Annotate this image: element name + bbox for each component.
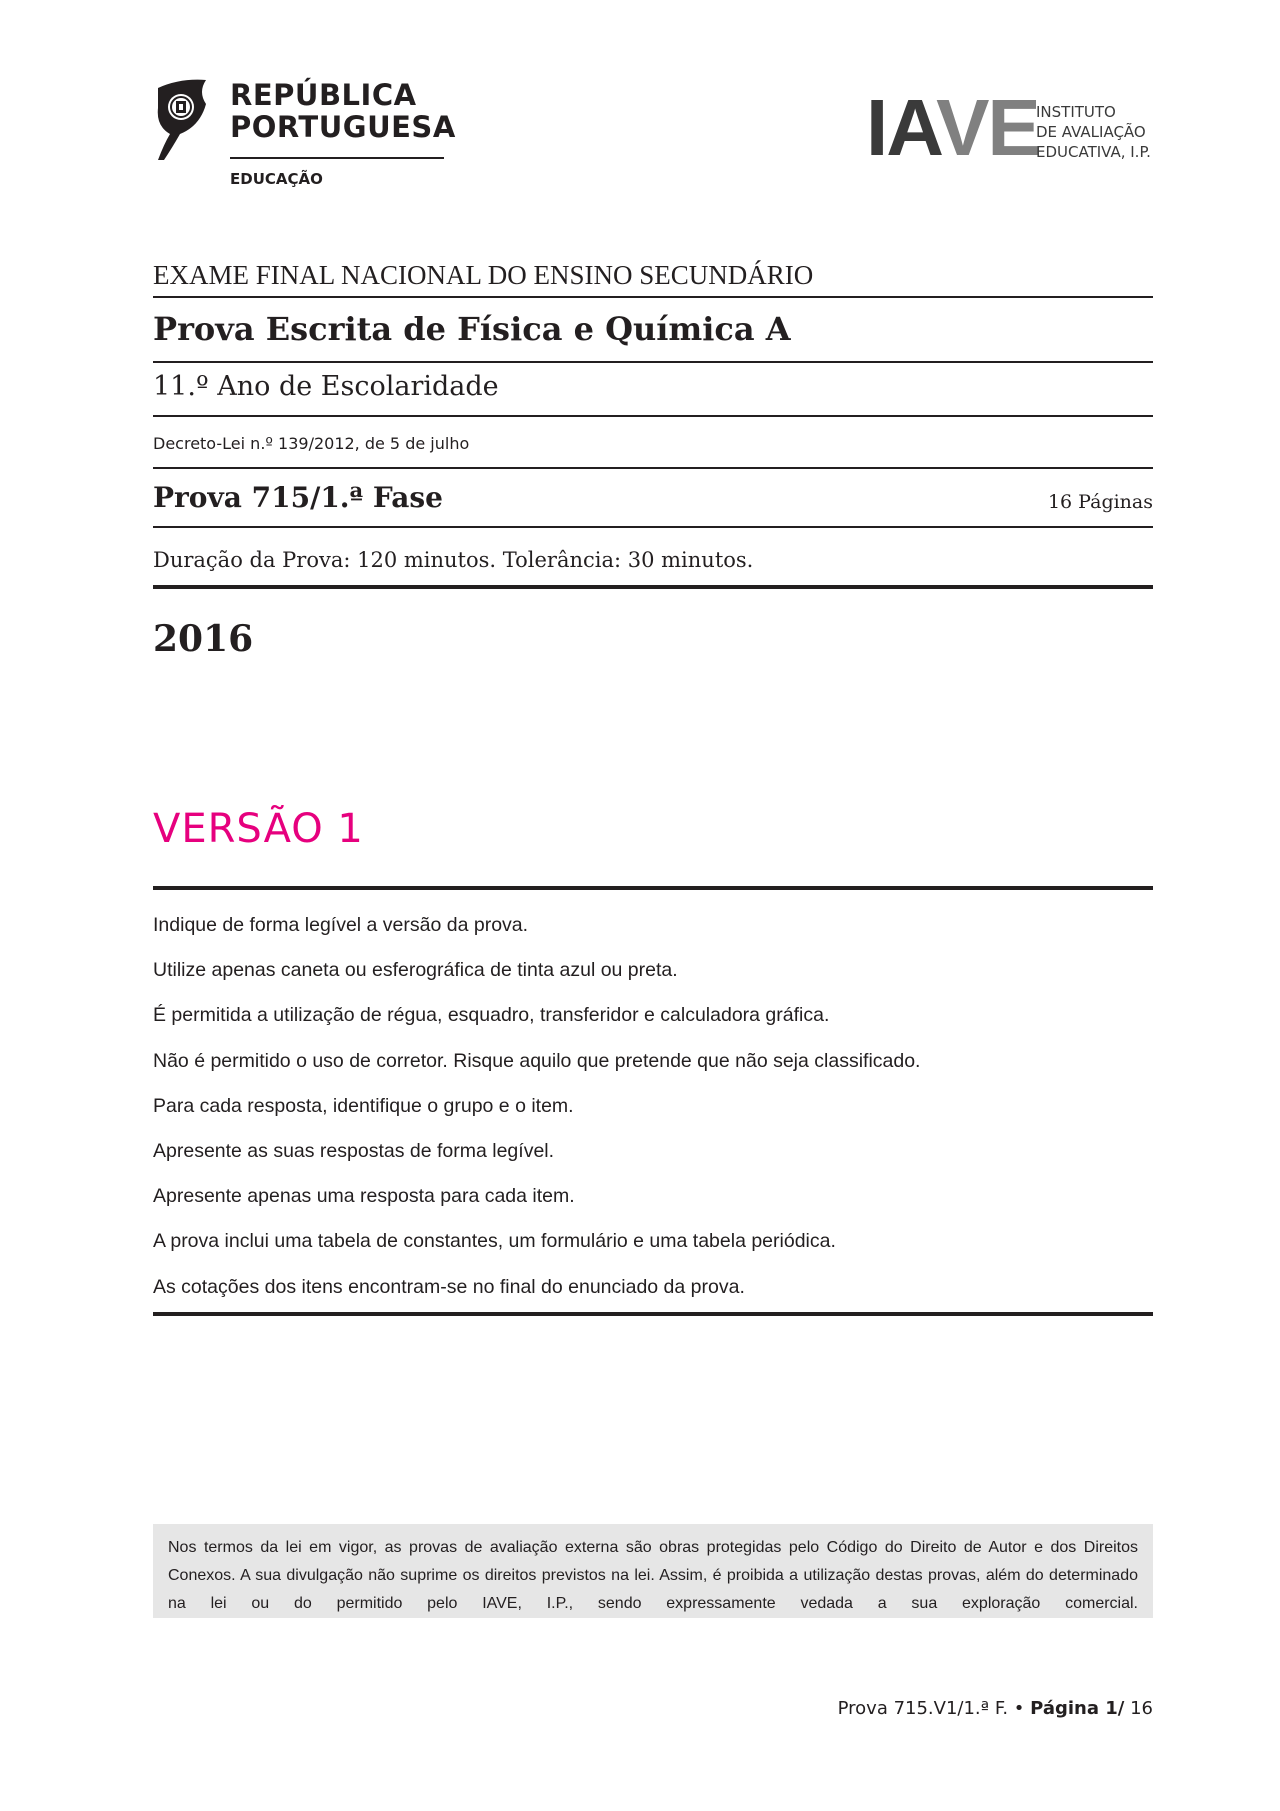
instruction-item: Apresente apenas uma resposta para cada item. [153,1185,575,1208]
divider [153,526,1153,528]
exam-version: VERSÃO 1 [153,806,364,852]
instruction-item: Utilize apenas caneta ou esferográfica de tinta azul ou preta. [153,959,678,982]
footer-page-total: 16 [1124,1698,1153,1719]
divider [153,415,1153,417]
logo-text-republica: REPÚBLICA [230,78,417,112]
divider [153,467,1153,469]
instruction-item: Não é permitido o uso de corretor. Risque aquilo que pretende que não seja classificado. [153,1049,921,1072]
republica-portuguesa-logo [150,78,456,198]
exam-code: Prova 715/1.ª Fase [153,481,443,514]
exam-kind: EXAME FINAL NACIONAL DO ENSINO SECUNDÁRIO [153,260,814,290]
divider-thick [153,1312,1153,1316]
footer-exam-ref: Prova 715.V1/1.ª F. • [837,1698,1031,1719]
logo-text-educacao: EDUCAÇÃO [230,170,323,188]
iave-letters-dark: IA [866,83,937,172]
iave-institute-name [1036,102,1151,162]
divider-thick [153,585,1153,589]
instruction-item: A prova inclui uma tabela de constantes, um formulário e uma tabela periódica. [153,1230,836,1253]
iave-wordmark [866,83,1039,172]
instruction-item: Indique de forma legível a versão da prova. [153,914,529,936]
instruction-item: Para cada resposta, identifique o grupo e o item. [153,1094,574,1117]
exam-title: Prova Escrita de Física e Química A [153,310,791,348]
logo-text-portuguesa: PORTUGUESA [230,110,456,144]
page-footer [838,1698,1153,1719]
divider [153,296,1153,298]
coat-of-arms-icon [150,78,212,162]
exam-year-level: 11.º Ano de Escolaridade [153,371,499,402]
exam-page-count: 16 Páginas [1047,491,1153,513]
exam-decree: Decreto-Lei n.º 139/2012, de 5 de julho [153,434,470,453]
instruction-item: Apresente as suas respostas de forma legível. [153,1139,555,1162]
iave-line-1: INSTITUTO [1036,103,1116,121]
divider-thick [153,886,1153,890]
divider [153,361,1153,363]
copyright-notice: Nos termos da lei em vigor, as provas de avaliação externa são obras protegidas pelo Código do Direito de Autor e dos Direitos Conexos. A sua divulgação não suprime os direitos previstos na lei. Assim, é proibida a utilização destas provas, além do determinado na lei ou do permitido pelo IAVE, I.P., sendo expressamente vedada a sua exploração comercial. [153,1524,1153,1618]
logo-divider [230,157,444,159]
instructions-list [153,913,1153,1320]
exam-duration: Duração da Prova: 120 minutos. Tolerância: 30 minutos. [153,548,754,572]
iave-logo [866,83,1166,172]
instruction-item: As cotações dos itens encontram-se no final do enunciado da prova. [153,1275,745,1298]
iave-letters-light: VE [936,83,1039,172]
exam-year: 2016 [153,618,254,660]
iave-line-2: DE AVALIAÇÃO [1036,123,1146,141]
footer-page-label: Página 1/ [1030,1698,1125,1719]
iave-line-3: EDUCATIVA, I.P. [1036,143,1151,161]
instruction-item: É permitida a utilização de régua, esquadro, transferidor e calculadora gráfica. [153,1004,830,1027]
